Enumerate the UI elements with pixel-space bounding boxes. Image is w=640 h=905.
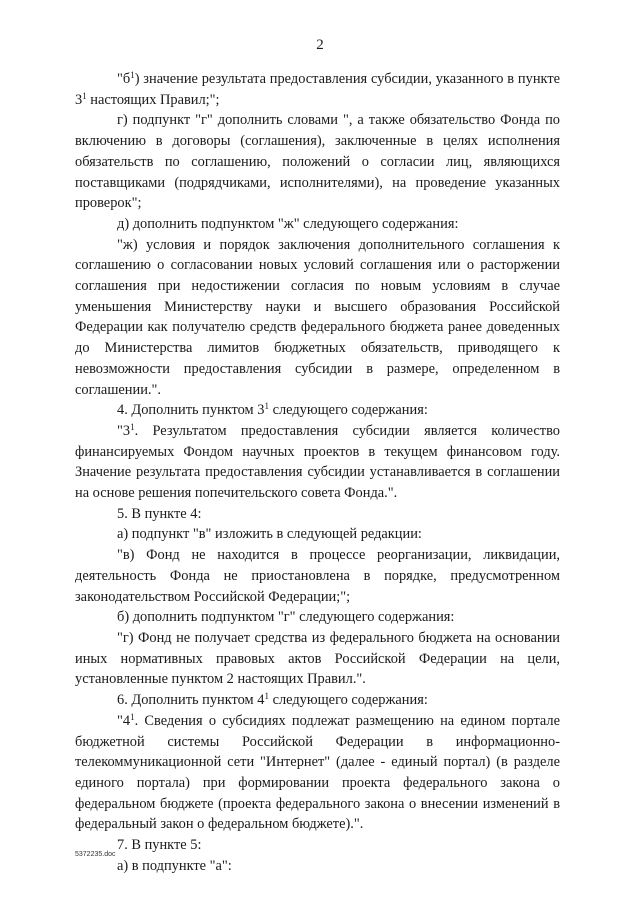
paragraph-text: . Сведения о субсидиях подлежат размещению на едином портале бюджетной системы Российской Федерации в информационно-телекоммуникационной сети "Интернет" (далее - единый портал) (в разделе единого портала) при формировании проекта федерального закона о федеральном бюджете (проекта федерального закона о внесении изменений в федеральный закон о федеральном бюджете).". bbox=[75, 712, 560, 833]
paragraph bbox=[75, 110, 560, 214]
paragraph bbox=[75, 235, 560, 401]
paragraph-text: а) в подпункте "а": bbox=[117, 857, 232, 874]
paragraph-text: ) значение результата предоставления субсидии, указанного в пункте 3 bbox=[75, 71, 560, 108]
paragraph-text: "б bbox=[117, 71, 131, 87]
paragraph-text: "ж) условия и порядок заключения дополнительного соглашения к соглашению о согласовании новых условий соглашения или о расторжении соглашения при недостижении согласия по новым условиям в случае уменьшения Министерству науки и высшего образования Российской Федерации как получателю средств федерального бюджета ранее доведенных до Министерства лимитов бюджетных обязательств, приводящего к невозможности предоставления субсидии в размере, определенном в соглашении.". bbox=[75, 236, 560, 398]
paragraph-text: 5. В пункте 4: bbox=[117, 505, 202, 522]
paragraph-text: а) подпункт "в" изложить в следующей редакции: bbox=[117, 526, 422, 543]
paragraph-text: 6. Дополнить пунктом 4 bbox=[117, 692, 265, 709]
paragraph bbox=[75, 607, 560, 628]
superscript-index: 1 bbox=[264, 401, 269, 412]
paragraph bbox=[75, 835, 560, 856]
paragraph-text: следующего содержания: bbox=[268, 692, 428, 709]
paragraph bbox=[75, 856, 560, 877]
page-number: 2 bbox=[316, 37, 324, 53]
paragraph-text: "3 bbox=[117, 422, 131, 439]
superscript-index: 1 bbox=[130, 421, 135, 432]
superscript-index: 1 bbox=[130, 711, 135, 722]
superscript-index: 1 bbox=[130, 70, 135, 80]
paragraph bbox=[75, 690, 560, 711]
superscript-index: 1 bbox=[264, 691, 269, 702]
paragraph bbox=[75, 524, 560, 545]
paragraph-text: г) подпункт "г" дополнить словами ", а также обязательство Фонда по включению в договоры (соглашения), заключенные в целях исполнения обязательств по соглашению, положений о согласии лиц, являющихся поставщиками (подрядчиками, исполнителями), на проведение указанных проверок"; bbox=[75, 112, 560, 212]
paragraph-text: "4 bbox=[117, 712, 131, 729]
paragraph bbox=[75, 711, 560, 835]
superscript-index: 1 bbox=[82, 90, 87, 101]
paragraph-text: 7. В пункте 5: bbox=[117, 837, 202, 854]
paragraph-text: "г) Фонд не получает средства из федерального бюджета на основании иных нормативных правовых актов Российской Федерации на цели, установленные пунктом 2 настоящих Правил.". bbox=[75, 629, 560, 688]
paragraph bbox=[75, 69, 560, 110]
paragraph-text: б) дополнить подпунктом "г" следующего содержания: bbox=[117, 609, 455, 626]
paragraph bbox=[75, 504, 560, 525]
paragraph-text: . Результатом предоставления субсидии является количество финансируемых Фондом научных проектов в текущем финансовом году. Значение результата предоставления субсидии устанавливается в соглашении на основе решения попечительского совета Фонда.". bbox=[75, 422, 560, 502]
paragraph-text: д) дополнить подпунктом "ж" следующего содержания: bbox=[117, 215, 459, 232]
paragraph bbox=[75, 545, 560, 607]
paragraph bbox=[75, 214, 560, 235]
paragraph bbox=[75, 421, 560, 504]
paragraph-text: 4. Дополнить пунктом 3 bbox=[117, 402, 265, 419]
file-name-footer: 5372235.doc bbox=[75, 851, 116, 858]
paragraph bbox=[75, 400, 560, 421]
paragraph-text: настоящих Правил;"; bbox=[86, 91, 220, 108]
document-body bbox=[75, 69, 560, 876]
paragraph-text: следующего содержания: bbox=[268, 402, 428, 419]
paragraph bbox=[75, 628, 560, 690]
paragraph-text: "в) Фонд не находится в процессе реорганизации, ликвидации, деятельность Фонда не приостановлена в порядке, предусмотренном законодательством Российской Федерации;"; bbox=[75, 547, 560, 605]
